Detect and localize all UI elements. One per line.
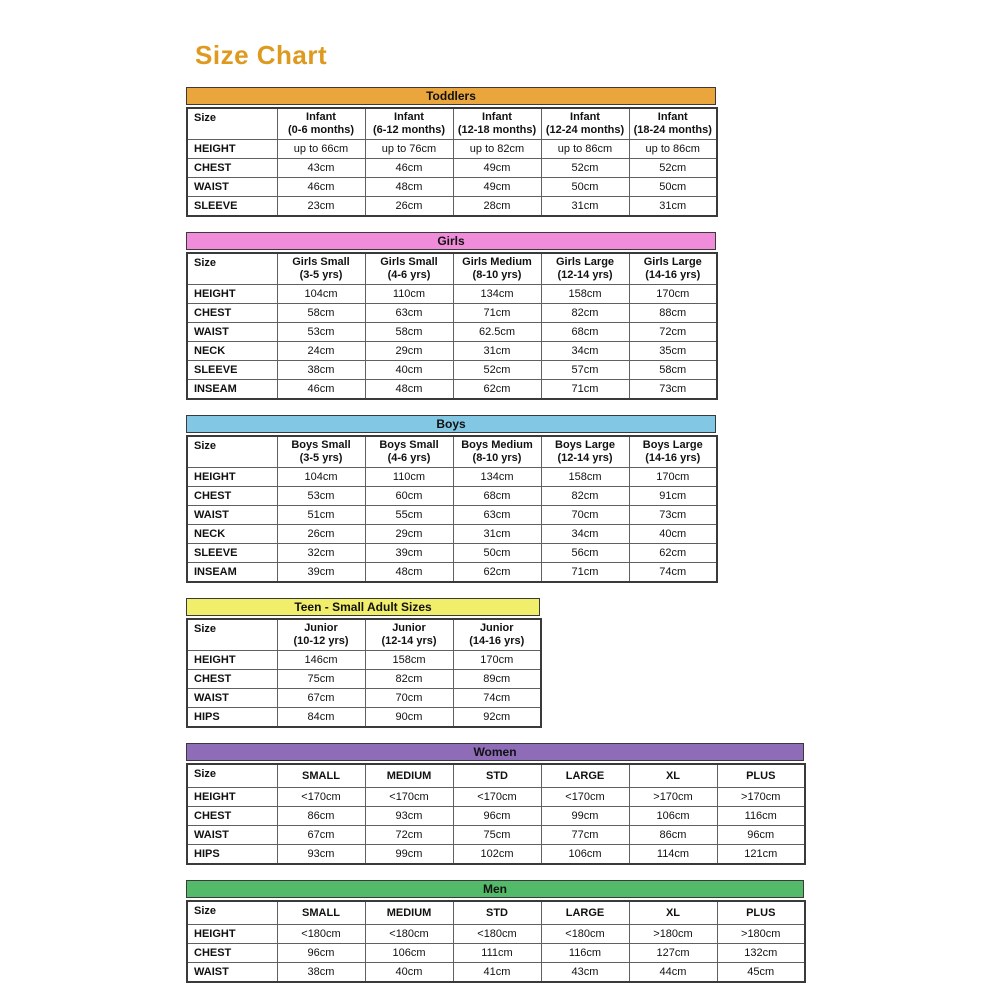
size-cell: 82cm — [541, 487, 629, 506]
men-column-header-1 — [365, 901, 453, 925]
size-cell: 110cm — [365, 285, 453, 304]
column-name: PLUS — [746, 906, 776, 919]
size-cell: 40cm — [629, 525, 717, 544]
column-age-range: (4-6 yrs) — [387, 452, 431, 464]
size-cell: <170cm — [277, 788, 365, 807]
column-name: STD — [486, 769, 508, 782]
size-cell: 106cm — [365, 944, 453, 963]
size-cell: 34cm — [541, 342, 629, 361]
column-name: Girls Medium — [462, 256, 532, 268]
row-label: CHEST — [187, 807, 277, 826]
column-name: Infant — [657, 111, 688, 123]
column-name: Infant — [570, 111, 600, 123]
size-cell: 29cm — [365, 342, 453, 361]
size-cell: 55cm — [365, 506, 453, 525]
size-cell: 92cm — [453, 708, 541, 728]
column-name: Boys Medium — [461, 439, 533, 451]
size-cell: >180cm — [717, 925, 805, 944]
table-band-women: Women — [186, 743, 804, 761]
men-column-header-5 — [717, 901, 805, 925]
size-cell: up to 66cm — [277, 140, 365, 159]
size-cell: 40cm — [365, 963, 453, 983]
column-name: Junior — [392, 622, 426, 634]
women-row-chest — [187, 807, 805, 826]
table-band-toddlers: Toddlers — [186, 87, 716, 105]
size-cell: 53cm — [277, 487, 365, 506]
row-label: SLEEVE — [187, 544, 277, 563]
size-table-teen — [186, 598, 542, 728]
size-cell: 90cm — [365, 708, 453, 728]
size-cell: 26cm — [277, 525, 365, 544]
men-table — [186, 900, 806, 983]
size-cell: 31cm — [453, 342, 541, 361]
column-name: XL — [665, 769, 681, 782]
size-cell: <170cm — [453, 788, 541, 807]
row-label: CHEST — [187, 159, 277, 178]
girls-column-header-3 — [541, 253, 629, 285]
column-name: Girls Small — [380, 256, 438, 268]
size-cell: 96cm — [453, 807, 541, 826]
teen-table — [186, 618, 542, 728]
size-cell: 93cm — [365, 807, 453, 826]
men-column-header-2 — [453, 901, 541, 925]
size-cell: 70cm — [541, 506, 629, 525]
toddlers-row-sleeve — [187, 197, 717, 217]
size-cell: 72cm — [365, 826, 453, 845]
size-cell: 111cm — [453, 944, 541, 963]
size-cell: 53cm — [277, 323, 365, 342]
column-name: Girls Large — [643, 256, 702, 268]
size-cell: 48cm — [365, 563, 453, 583]
boys-column-header-3 — [541, 436, 629, 468]
column-name: MEDIUM — [386, 769, 432, 782]
column-age-range: (14-16 yrs) — [645, 269, 701, 281]
column-age-range: (6-12 months) — [372, 124, 446, 136]
size-cell: 82cm — [541, 304, 629, 323]
girls-row-inseam — [187, 380, 717, 400]
column-age-range: (12-24 months) — [545, 124, 625, 136]
size-cell: 170cm — [453, 651, 541, 670]
row-label: WAIST — [187, 178, 277, 197]
size-cell: 23cm — [277, 197, 365, 217]
size-cell: 158cm — [541, 468, 629, 487]
size-cell: 75cm — [453, 826, 541, 845]
size-cell: 127cm — [629, 944, 717, 963]
column-name: PLUS — [746, 769, 776, 782]
row-label: HIPS — [187, 845, 277, 865]
size-cell: 48cm — [365, 178, 453, 197]
size-column-header: Size — [187, 436, 277, 468]
size-cell: 56cm — [541, 544, 629, 563]
size-cell: 86cm — [629, 826, 717, 845]
size-cell: 50cm — [541, 178, 629, 197]
women-column-header-4 — [629, 764, 717, 788]
size-cell: 63cm — [365, 304, 453, 323]
column-name: Infant — [394, 111, 424, 123]
size-cell: 52cm — [541, 159, 629, 178]
row-label: CHEST — [187, 670, 277, 689]
teen-column-header-2 — [453, 619, 541, 651]
toddlers-column-header-0 — [277, 108, 365, 140]
row-label: HEIGHT — [187, 140, 277, 159]
size-cell: 62cm — [453, 380, 541, 400]
size-cell: 72cm — [629, 323, 717, 342]
table-band-men: Men — [186, 880, 804, 898]
size-cell: 34cm — [541, 525, 629, 544]
size-cell: 170cm — [629, 468, 717, 487]
column-age-range: (14-16 yrs) — [469, 635, 525, 647]
size-cell: >170cm — [629, 788, 717, 807]
size-cell: 67cm — [277, 689, 365, 708]
size-cell: 146cm — [277, 651, 365, 670]
women-column-header-3 — [541, 764, 629, 788]
size-cell: 52cm — [453, 361, 541, 380]
column-age-range: (10-12 yrs) — [293, 635, 349, 647]
page-title: Size Chart — [195, 40, 328, 70]
column-name: Infant — [306, 111, 336, 123]
size-cell: 116cm — [541, 944, 629, 963]
size-cell: 132cm — [717, 944, 805, 963]
size-cell: 31cm — [541, 197, 629, 217]
size-cell: 96cm — [717, 826, 805, 845]
size-cell: 73cm — [629, 506, 717, 525]
row-label: WAIST — [187, 963, 277, 983]
girls-column-header-2 — [453, 253, 541, 285]
size-cell: up to 86cm — [629, 140, 717, 159]
men-row-waist — [187, 963, 805, 983]
column-name: Junior — [304, 622, 338, 634]
men-row-chest — [187, 944, 805, 963]
size-cell: 114cm — [629, 845, 717, 865]
size-cell: 49cm — [453, 178, 541, 197]
size-cell: 106cm — [629, 807, 717, 826]
column-age-range: (14-16 yrs) — [645, 452, 701, 464]
size-table-women — [186, 743, 806, 865]
row-label: HEIGHT — [187, 925, 277, 944]
column-name: Girls Large — [555, 256, 615, 268]
size-cell: 31cm — [629, 197, 717, 217]
size-cell: 40cm — [365, 361, 453, 380]
size-table-men — [186, 880, 806, 983]
teen-row-hips — [187, 708, 541, 728]
size-cell: 71cm — [541, 380, 629, 400]
row-label: NECK — [187, 342, 277, 361]
size-cell: 84cm — [277, 708, 365, 728]
size-cell: 106cm — [541, 845, 629, 865]
row-label: CHEST — [187, 487, 277, 506]
size-cell: <180cm — [453, 925, 541, 944]
column-age-range: (4-6 yrs) — [387, 269, 431, 281]
size-cell: 43cm — [541, 963, 629, 983]
size-table-toddlers — [186, 87, 718, 217]
size-cell: >180cm — [629, 925, 717, 944]
size-cell: <170cm — [365, 788, 453, 807]
size-cell: <180cm — [365, 925, 453, 944]
toddlers-row-waist — [187, 178, 717, 197]
size-cell: 58cm — [629, 361, 717, 380]
size-cell: 134cm — [453, 285, 541, 304]
size-cell: 39cm — [277, 563, 365, 583]
size-cell: 44cm — [629, 963, 717, 983]
women-column-header-1 — [365, 764, 453, 788]
size-cell: <180cm — [541, 925, 629, 944]
column-name: MEDIUM — [386, 906, 432, 919]
column-name: SMALL — [302, 769, 340, 782]
teen-row-height — [187, 651, 541, 670]
header-row — [187, 764, 805, 788]
row-label: NECK — [187, 525, 277, 544]
men-row-height — [187, 925, 805, 944]
boys-column-header-1 — [365, 436, 453, 468]
boys-row-waist — [187, 506, 717, 525]
column-name: Girls Small — [292, 256, 350, 268]
row-label: CHEST — [187, 944, 277, 963]
size-cell: 48cm — [365, 380, 453, 400]
toddlers-column-header-4 — [629, 108, 717, 140]
column-name: SMALL — [302, 906, 340, 919]
size-cell: up to 76cm — [365, 140, 453, 159]
size-tables-container — [186, 87, 806, 983]
teen-column-header-0 — [277, 619, 365, 651]
size-cell: 158cm — [541, 285, 629, 304]
size-cell: 62cm — [629, 544, 717, 563]
girls-row-chest — [187, 304, 717, 323]
girls-row-waist — [187, 323, 717, 342]
column-name: LARGE — [565, 769, 605, 782]
boys-row-neck — [187, 525, 717, 544]
header-row — [187, 619, 541, 651]
size-cell: 41cm — [453, 963, 541, 983]
size-cell: 26cm — [365, 197, 453, 217]
size-column-header: Size — [187, 901, 277, 925]
size-cell: <180cm — [277, 925, 365, 944]
size-cell: 35cm — [629, 342, 717, 361]
row-label: WAIST — [187, 506, 277, 525]
women-column-header-2 — [453, 764, 541, 788]
boys-column-header-2 — [453, 436, 541, 468]
size-cell: 52cm — [629, 159, 717, 178]
row-label: HIPS — [187, 708, 277, 728]
size-cell: 31cm — [453, 525, 541, 544]
size-cell: 88cm — [629, 304, 717, 323]
size-cell: 45cm — [717, 963, 805, 983]
women-row-hips — [187, 845, 805, 865]
boys-row-inseam — [187, 563, 717, 583]
size-cell: 77cm — [541, 826, 629, 845]
size-cell: 28cm — [453, 197, 541, 217]
women-table — [186, 763, 806, 865]
size-cell: 58cm — [365, 323, 453, 342]
size-cell: 67cm — [277, 826, 365, 845]
toddlers-column-header-1 — [365, 108, 453, 140]
size-cell: 73cm — [629, 380, 717, 400]
size-cell: 58cm — [277, 304, 365, 323]
row-label: HEIGHT — [187, 468, 277, 487]
women-row-height — [187, 788, 805, 807]
row-label: WAIST — [187, 689, 277, 708]
girls-column-header-0 — [277, 253, 365, 285]
size-cell: 68cm — [453, 487, 541, 506]
row-label: HEIGHT — [187, 651, 277, 670]
size-cell: 99cm — [541, 807, 629, 826]
size-cell: 96cm — [277, 944, 365, 963]
column-age-range: (8-10 yrs) — [472, 452, 522, 464]
women-column-header-0 — [277, 764, 365, 788]
women-column-header-5 — [717, 764, 805, 788]
size-cell: 39cm — [365, 544, 453, 563]
size-cell: up to 82cm — [453, 140, 541, 159]
size-cell: 24cm — [277, 342, 365, 361]
size-cell: 102cm — [453, 845, 541, 865]
size-cell: 86cm — [277, 807, 365, 826]
boys-row-height — [187, 468, 717, 487]
column-name: Infant — [482, 111, 512, 123]
women-row-waist — [187, 826, 805, 845]
column-age-range: (12-14 yrs) — [557, 269, 613, 281]
size-column-header: Size — [187, 764, 277, 788]
table-band-teen: Teen - Small Adult Sizes — [186, 598, 540, 616]
boys-row-chest — [187, 487, 717, 506]
girls-row-height — [187, 285, 717, 304]
size-column-header: Size — [187, 619, 277, 651]
column-name: Boys Small — [379, 439, 439, 451]
size-cell: <170cm — [541, 788, 629, 807]
size-cell: 158cm — [365, 651, 453, 670]
boys-column-header-0 — [277, 436, 365, 468]
column-name: Boys Small — [291, 439, 351, 451]
toddlers-column-header-3 — [541, 108, 629, 140]
size-cell: 110cm — [365, 468, 453, 487]
row-label: HEIGHT — [187, 285, 277, 304]
size-cell: 91cm — [629, 487, 717, 506]
toddlers-column-header-2 — [453, 108, 541, 140]
row-label: WAIST — [187, 826, 277, 845]
size-column-header: Size — [187, 253, 277, 285]
size-cell: up to 86cm — [541, 140, 629, 159]
girls-column-header-1 — [365, 253, 453, 285]
size-cell: 62cm — [453, 563, 541, 583]
size-cell: 57cm — [541, 361, 629, 380]
toddlers-table — [186, 107, 718, 217]
boys-column-header-4 — [629, 436, 717, 468]
size-cell: 46cm — [277, 178, 365, 197]
teen-column-header-1 — [365, 619, 453, 651]
header-row — [187, 108, 717, 140]
size-cell: 32cm — [277, 544, 365, 563]
size-cell: 68cm — [541, 323, 629, 342]
size-column-header: Size — [187, 108, 277, 140]
row-label: SLEEVE — [187, 361, 277, 380]
size-cell: 70cm — [365, 689, 453, 708]
column-name: STD — [486, 906, 508, 919]
size-cell: 121cm — [717, 845, 805, 865]
men-column-header-4 — [629, 901, 717, 925]
size-cell: 89cm — [453, 670, 541, 689]
girls-row-sleeve — [187, 361, 717, 380]
size-cell: 134cm — [453, 468, 541, 487]
size-cell: 99cm — [365, 845, 453, 865]
size-cell: >170cm — [717, 788, 805, 807]
row-label: SLEEVE — [187, 197, 277, 217]
column-age-range: (3-5 yrs) — [299, 269, 343, 281]
size-cell: 60cm — [365, 487, 453, 506]
men-column-header-0 — [277, 901, 365, 925]
size-chart-content — [186, 40, 806, 998]
column-name: XL — [665, 906, 681, 919]
size-cell: 71cm — [453, 304, 541, 323]
header-row — [187, 436, 717, 468]
row-label: HEIGHT — [187, 788, 277, 807]
table-band-girls: Girls — [186, 232, 716, 250]
girls-table — [186, 252, 718, 400]
size-cell: 104cm — [277, 285, 365, 304]
size-cell: 50cm — [629, 178, 717, 197]
column-age-range: (0-6 months) — [288, 124, 354, 136]
column-age-range: (12-14 yrs) — [557, 452, 613, 464]
toddlers-row-height — [187, 140, 717, 159]
size-cell: 38cm — [277, 963, 365, 983]
row-label: WAIST — [187, 323, 277, 342]
row-label: INSEAM — [187, 380, 277, 400]
header-row — [187, 901, 805, 925]
size-cell: 75cm — [277, 670, 365, 689]
column-age-range: (8-10 yrs) — [472, 269, 522, 281]
men-column-header-3 — [541, 901, 629, 925]
size-table-boys — [186, 415, 718, 583]
column-name: Boys Large — [642, 439, 703, 451]
size-table-girls — [186, 232, 718, 400]
teen-row-chest — [187, 670, 541, 689]
column-name: LARGE — [565, 906, 605, 919]
column-name: Boys Large — [555, 439, 615, 451]
column-age-range: (3-5 yrs) — [299, 452, 343, 464]
size-cell: 38cm — [277, 361, 365, 380]
size-cell: 51cm — [277, 506, 365, 525]
size-cell: 104cm — [277, 468, 365, 487]
girls-row-neck — [187, 342, 717, 361]
table-band-boys: Boys — [186, 415, 716, 433]
size-cell: 62.5cm — [453, 323, 541, 342]
size-cell: 74cm — [453, 689, 541, 708]
column-name: Junior — [479, 622, 514, 634]
boys-table — [186, 435, 718, 583]
header-row — [187, 253, 717, 285]
size-cell: 63cm — [453, 506, 541, 525]
column-age-range: (18-24 months) — [633, 124, 712, 136]
size-cell: 29cm — [365, 525, 453, 544]
row-label: INSEAM — [187, 563, 277, 583]
size-cell: 46cm — [365, 159, 453, 178]
size-cell: 93cm — [277, 845, 365, 865]
size-cell: 71cm — [541, 563, 629, 583]
size-cell: 43cm — [277, 159, 365, 178]
size-cell: 170cm — [629, 285, 717, 304]
size-cell: 49cm — [453, 159, 541, 178]
girls-column-header-4 — [629, 253, 717, 285]
size-cell: 46cm — [277, 380, 365, 400]
size-cell: 116cm — [717, 807, 805, 826]
column-age-range: (12-14 yrs) — [381, 635, 437, 647]
column-age-range: (12-18 months) — [457, 124, 537, 136]
toddlers-row-chest — [187, 159, 717, 178]
row-label: CHEST — [187, 304, 277, 323]
size-cell: 74cm — [629, 563, 717, 583]
teen-row-waist — [187, 689, 541, 708]
size-cell: 82cm — [365, 670, 453, 689]
boys-row-sleeve — [187, 544, 717, 563]
size-cell: 50cm — [453, 544, 541, 563]
